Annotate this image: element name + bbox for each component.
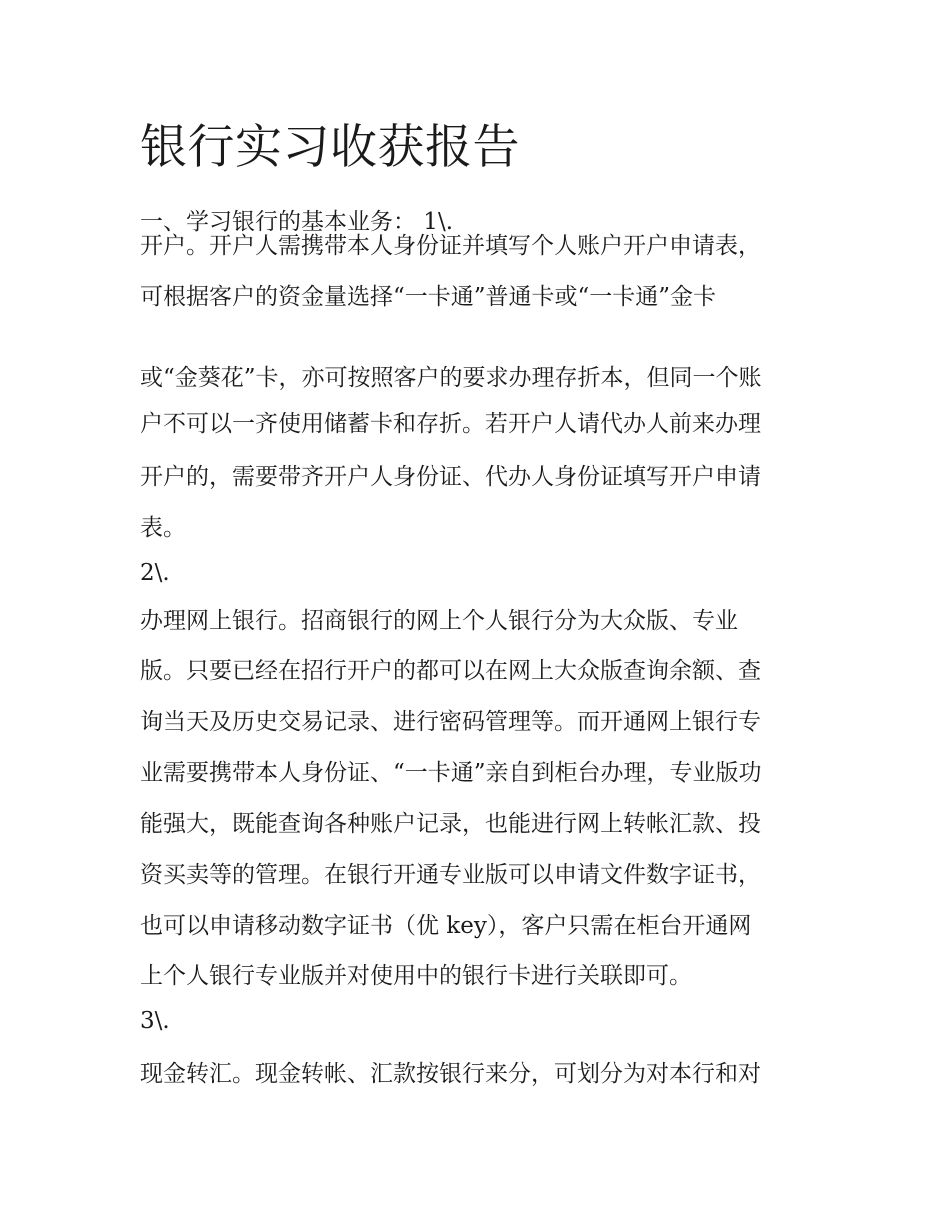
text-line: 资买卖等的管理。在银行开通专业版可以申请文件数字证书，: [140, 862, 761, 888]
text-line: 2\.: [140, 560, 170, 586]
text-line: 业需要携带本人身份证、“一卡通”亲自到柜台办理，专业版功: [140, 760, 762, 786]
text-line: 开户。开户人需携带本人身份证并填写个人账户开户申请表，: [140, 233, 761, 259]
text-line: 现金转汇。现金转帐、汇款按银行来分，可划分为对本行和对: [140, 1061, 761, 1087]
document-title: 银行实习收获报告: [140, 120, 520, 175]
text-line: 询当天及历史交易记录、进行密码管理等。而开通网上银行专: [140, 709, 761, 735]
text-line: 或“金葵花”卡，亦可按照客户的要求办理存折本，但同一个账: [140, 365, 762, 391]
text-line: 3\.: [140, 1008, 170, 1034]
text-line: 也可以申请移动数字证书（优 key），客户只需在柜台开通网: [140, 913, 752, 939]
text-line: 户不可以一齐使用储蓄卡和存折。若开户人请代办人前来办理: [140, 411, 761, 437]
text-line: 办理网上银行。招商银行的网上个人银行分为大众版、专业: [140, 608, 738, 634]
text-line: 一、学习银行的基本业务： 1\.: [140, 209, 454, 235]
text-line: 可根据客户的资金量选择“一卡通”普通卡或“一卡通”金卡: [140, 284, 717, 310]
text-line: 能强大，既能查询各种账户记录，也能进行网上转帐汇款、投: [140, 811, 761, 837]
text-line: 上个人银行专业版并对使用中的银行卡进行关联即可。: [140, 963, 692, 989]
text-line: 开户的，需要带齐开户人身份证、代办人身份证填写开户申请: [140, 464, 761, 490]
text-line: 版。只要已经在招行开户的都可以在网上大众版查询余额、查: [140, 658, 761, 684]
text-line: 表。: [140, 515, 186, 541]
